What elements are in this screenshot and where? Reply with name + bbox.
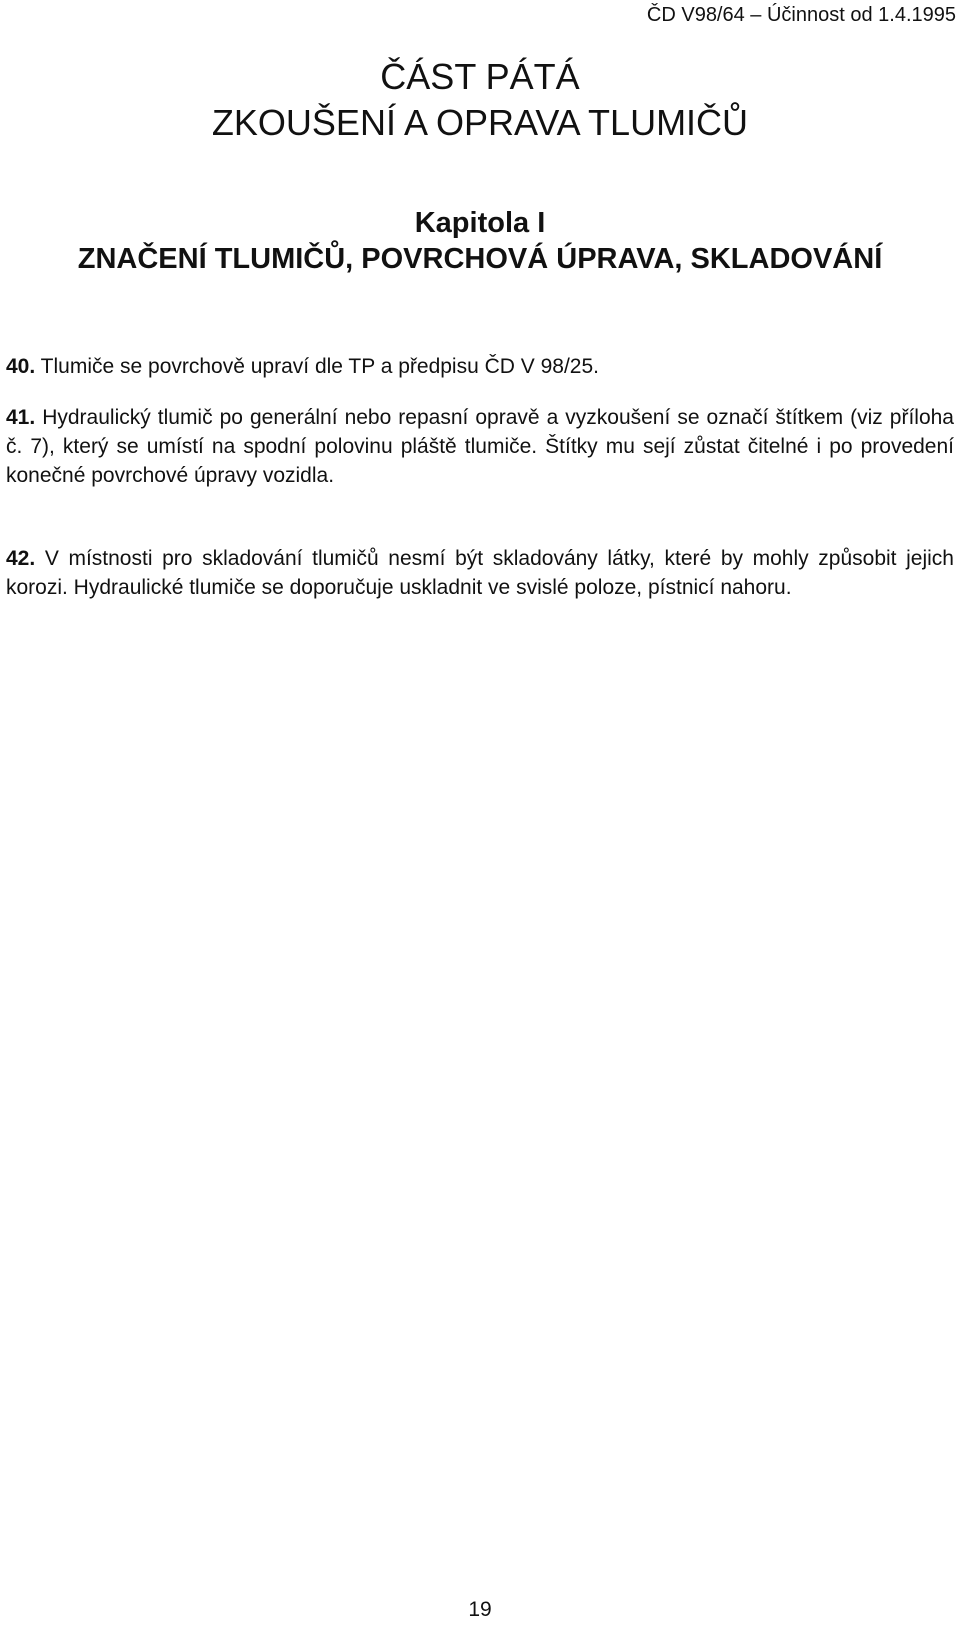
part-subtitle: ZKOUŠENÍ A OPRAVA TLUMIČŮ: [211, 102, 749, 143]
paragraph-number: 40.: [6, 355, 36, 378]
paragraph-41: [6, 403, 954, 490]
paragraph-number: 42.: [6, 547, 36, 570]
part-title: ČÁST PÁTÁ: [380, 56, 580, 97]
chapter-subtitle: ZNAČENÍ TLUMIČŮ, POVRCHOVÁ ÚPRAVA, SKLADOVÁNÍ: [77, 243, 883, 275]
paragraph-42: [6, 544, 954, 602]
paragraph-40: [6, 352, 954, 381]
paragraph-text: V místnosti pro skladování tlumičů nesmí být skladovány látky, které by mohly způsobit jejich korozi. Hydraulické tlumiče se doporučuje uskladnit ve svislé poloze, pístnicí nahoru.: [6, 547, 954, 599]
chapter-title: Kapitola I: [414, 207, 546, 239]
page-number: 19: [468, 1598, 492, 1621]
paragraph-number: 41.: [6, 406, 36, 429]
document-header: ČD V98/64 – Účinnost od 1.4.1995: [646, 4, 956, 26]
paragraph-text: Hydraulický tlumič po generální nebo repasní opravě a vyzkoušení se označí štítkem (viz příloha č. 7), který se umístí na spodní polovinu pláště tlumiče. Štítky mu sejí zůstat čitelné i po provedení konečné povrchové úpravy vozidla.: [6, 406, 954, 487]
paragraph-text: Tlumiče se povrchově upraví dle TP a předpisu ČD V 98/25.: [35, 355, 600, 378]
